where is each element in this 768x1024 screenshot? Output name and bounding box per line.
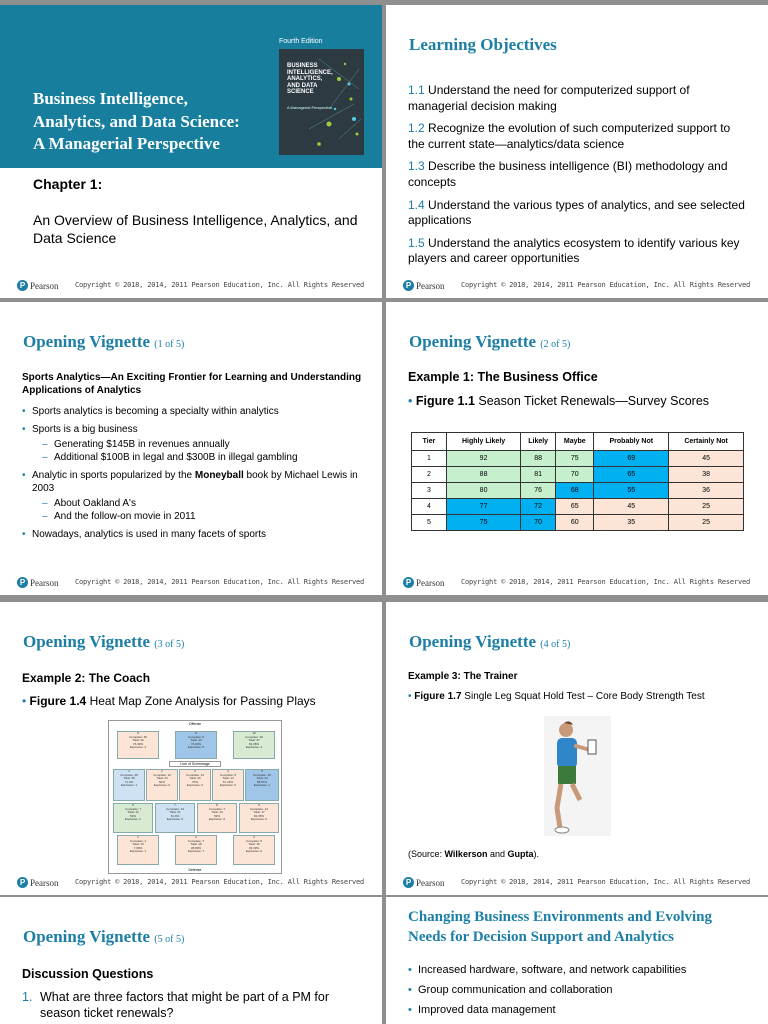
heat-map-zone: 5 Complete: 30 Total: 44 68.87% Explosive: 1: [245, 769, 279, 801]
slide-business-environments: [386, 897, 768, 1024]
objective-item: 1.5 Understand the analytics ecosystem to identify various key players and career opportunities: [408, 235, 740, 266]
heat-map-zone: 8 Complete: 35 Total: 42 76.09% Explosive: 4: [117, 731, 159, 759]
pearson-p-icon: P: [17, 577, 28, 588]
cover-title: BUSINESS INTELLIGENCE, ANALYTICS, AND DATA SCIENCE: [287, 63, 333, 96]
defense-label: Defense: [188, 868, 202, 872]
copyright: Copyright © 2018, 2014, 2011 Pearson Education, Inc. All Rights Reserved: [460, 281, 750, 289]
pearson-p-icon: P: [17, 280, 28, 291]
sub-item: – Generating $145B in revenues annually: [32, 438, 362, 451]
slide-footer: [386, 270, 768, 298]
list-item: • Analytic in sports popularized by the Moneyball book by Michael Lewis in 2003 – About Oakland A's – And the follow-on movie in 2011: [22, 469, 362, 523]
heat-map-zone: 3 Complete: 14 Total: 20 70% Explosive: 2: [179, 769, 211, 801]
example-heading: Example 2: The Coach: [22, 671, 151, 685]
copyright: Copyright © 2018, 2014, 2011 Pearson Education, Inc. All Rights Reserved: [74, 281, 364, 289]
copyright: Copyright © 2018, 2014, 2011 Pearson Education, Inc. All Rights Reserved: [74, 578, 364, 586]
book-title: Business Intelligence, Analytics, and Data Science: A Managerial Perspective: [33, 89, 240, 154]
heat-map-zone: 3 Complete: 5 Total: 15 33.33% Explosive: 0: [233, 835, 275, 865]
book-cover: [279, 49, 364, 155]
objective-item: 1.2 Recognize the evolution of such computerized support to the current state—analytics/data science: [408, 121, 731, 151]
table-row: 2 88 81 70 65 38: [412, 467, 744, 483]
heat-map-zone: 9 Complete: 6 Total: 10 76.00% Explosive: 5: [175, 731, 217, 759]
slide-vignette-5: [0, 897, 382, 1024]
heat-map-zone: 4 Complete: 9 Total: 14 57.14% Explosive: 0: [212, 769, 244, 801]
pearson-p-icon: P: [403, 577, 414, 588]
figure-caption: • Figure 1.7 Single Leg Squat Hold Test – Core Body Strength Test: [408, 691, 705, 702]
bullet-list: [408, 964, 748, 1024]
pearson-p-icon: P: [403, 280, 414, 291]
objective-item: 1.1 Understand the need for computerized support of managerial decision making: [408, 83, 690, 113]
bullet-list: [22, 405, 362, 541]
pearson-logo: P Pearson: [17, 577, 59, 588]
sub-item: – Additional $100B in legal and $300B in illegal gambling: [32, 451, 362, 464]
heat-map-zone: 1 Complete: 25 Total: 35 71.4% Explosive: 1: [113, 769, 145, 801]
pearson-logo: P Pearson: [403, 577, 445, 588]
slide-footer: [0, 867, 382, 895]
offense-label: Offense: [188, 722, 202, 726]
list-item: • Group communication and collaboration: [408, 984, 748, 996]
pearson-p-icon: P: [17, 877, 28, 888]
list-item: • Sports analytics is becoming a specialty within analytics: [22, 405, 362, 418]
copyright: Copyright © 2018, 2014, 2011 Pearson Education, Inc. All Rights Reserved: [74, 878, 364, 886]
source-note: (Source: Wilkerson and Gupta).: [408, 849, 539, 859]
heat-map-zone: 2 Complete: 7 Total: 18 38.89% Explosive: 7: [175, 835, 217, 865]
pearson-logo: P Pearson: [17, 280, 59, 291]
sub-item: – And the follow-on movie in 2011: [32, 510, 362, 523]
pearson-p-icon: P: [403, 877, 414, 888]
slide-footer: [386, 567, 768, 595]
slide-vignette-3: [0, 602, 382, 895]
slide-footer: [0, 567, 382, 595]
sub-item: – About Oakland A's: [32, 497, 362, 510]
heat-map-zone: 8 Complete: 7 Total: 13 53% Explosive: 0: [197, 803, 237, 833]
table-row: 4 77 72 65 45 25: [412, 499, 744, 515]
copyright: Copyright © 2018, 2014, 2011 Pearson Education, Inc. All Rights Reserved: [460, 578, 750, 586]
chapter-label: Chapter 1:: [33, 176, 103, 192]
slide-title: [0, 5, 382, 298]
slide-title: Opening Vignette (2 of 5): [409, 332, 571, 351]
heat-map-zone: 6 Complete: 7 Total: 13 53% Explosive: 2: [113, 803, 153, 833]
table-header-row: Tier Highly Likely Likely Maybe Probably Not Certainly Not: [412, 433, 744, 451]
table-row: 1 92 88 75 69 45: [412, 451, 744, 467]
example-heading: Example 1: The Business Office: [408, 370, 598, 384]
table-row: 5 75 70 60 35 25: [412, 515, 744, 531]
copyright: Copyright © 2018, 2014, 2011 Pearson Education, Inc. All Rights Reserved: [460, 878, 750, 886]
objectives-list: [408, 83, 748, 274]
example-heading: Example 3: The Trainer: [408, 671, 518, 682]
slide-vignette-1: [0, 302, 382, 595]
list-item: • Improved data management: [408, 1004, 748, 1016]
list-item: • Nowadays, analytics is used in many facets of sports: [22, 528, 362, 541]
objective-item: 1.3 Describe the business intelligence (BI) methodology and concepts: [408, 159, 728, 189]
vignette-content: [22, 371, 362, 546]
pearson-logo: P Pearson: [403, 280, 445, 291]
slide-learning-objectives: [386, 5, 768, 298]
table-row: 3 80 76 68 55 36: [412, 483, 744, 499]
renewals-table: [411, 432, 744, 531]
edition-label: Fourth Edition: [279, 38, 323, 45]
heat-map-zone: 1 Complete: 1 Total: 13 7.69% Explosive: 1: [117, 835, 159, 865]
list-item: • Increased hardware, software, and network capabilities: [408, 964, 748, 976]
objective-item: 1.4 Understand the various types of analytics, and see selected applications: [408, 197, 745, 228]
heat-map-zone: 7 Complete: 13 Total: 21 61.9% Explosive: 0: [155, 803, 195, 833]
scrimmage-label: Line of Scrimmage: [169, 761, 221, 767]
slide-vignette-4: [386, 602, 768, 895]
heat-map-zone: 10 Complete: 30 Total: 37 81.08% Explosive: 3: [233, 731, 275, 759]
heat-map: [108, 720, 282, 874]
slide-title: Opening Vignette (1 of 5): [23, 332, 185, 351]
heat-map-zone: 2 Complete: 12 Total: 24 50% Explosive: 0: [146, 769, 178, 801]
slide-title: Opening Vignette (3 of 5): [23, 632, 185, 651]
figure-caption: • Figure 1.1 Season Ticket Renewals—Survey Scores: [408, 394, 710, 408]
slide-footer: [386, 867, 768, 895]
slide-title: Opening Vignette (5 of 5): [23, 927, 185, 946]
squat-test-photo: [544, 716, 611, 836]
cover-subtitle: A Managerial Perspective: [287, 105, 333, 110]
slide-title: Learning Objectives: [409, 35, 557, 54]
list-item: • Sports is a big business – Generating $145B in revenues annually – Additional $100B in legal and $300B in illegal gambling: [22, 423, 362, 464]
chapter-title: An Overview of Business Intelligence, Analytics, and Data Science: [33, 212, 358, 246]
discussion-heading: Discussion Questions: [22, 967, 154, 981]
slide-title: Opening Vignette (4 of 5): [409, 632, 571, 651]
question-item: 1. What are three factors that might be part of a PM for season ticket renewals?: [22, 990, 330, 1020]
heat-map-zone: 9 Complete: 14 Total: 17 82.35% Explosive: 0: [239, 803, 279, 833]
slide-vignette-2: [386, 302, 768, 595]
vignette-subtitle: Sports Analytics—An Exciting Frontier for Learning and Understanding Applications of Analytics: [22, 372, 362, 396]
pearson-logo: P Pearson: [403, 877, 445, 888]
pearson-logo: P Pearson: [17, 877, 59, 888]
athlete-figure: [544, 716, 611, 836]
slide-title: Changing Business Environments and Evolving Needs for Decision Support and Analytics: [408, 909, 712, 946]
slide-footer: [0, 270, 382, 298]
figure-caption: • Figure 1.4 Heat Map Zone Analysis for Passing Plays: [22, 694, 316, 708]
